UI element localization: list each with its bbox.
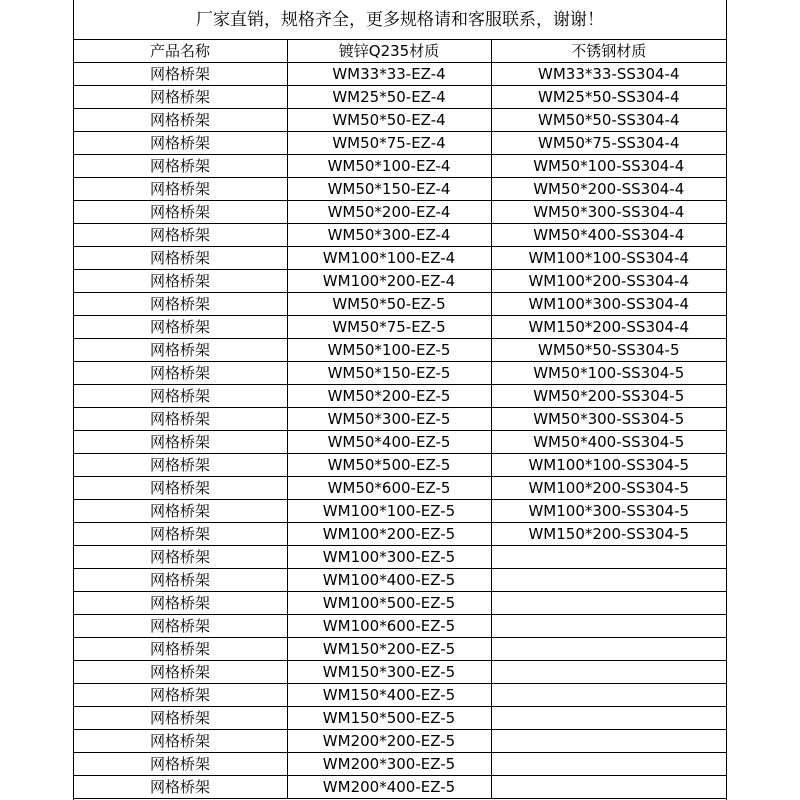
cell-galvanized-model: WM50*200-EZ-4	[287, 201, 491, 224]
cell-product-name: 网格桥架	[74, 201, 287, 224]
table-row	[74, 63, 726, 86]
cell-product-name: 网格桥架	[74, 408, 287, 431]
table-row	[74, 569, 726, 592]
cell-galvanized-model: WM150*500-EZ-5	[287, 707, 491, 730]
cell-product-name: 网格桥架	[74, 224, 287, 247]
cell-galvanized-model: WM100*100-EZ-5	[287, 500, 491, 523]
cell-galvanized-model: WM50*400-EZ-5	[287, 431, 491, 454]
table-row	[74, 454, 726, 477]
cell-product-name: 网格桥架	[74, 477, 287, 500]
cell-product-name: 网格桥架	[74, 385, 287, 408]
cell-galvanized-model: WM50*300-EZ-5	[287, 408, 491, 431]
cell-stainless-model: WM33*33-SS304-4	[491, 63, 726, 86]
table-row	[74, 638, 726, 661]
cell-product-name: 网格桥架	[74, 569, 287, 592]
table-row	[74, 661, 726, 684]
cell-galvanized-model: WM50*600-EZ-5	[287, 477, 491, 500]
header-stainless-steel: 不锈钢材质	[491, 40, 726, 63]
cell-product-name: 网格桥架	[74, 362, 287, 385]
cell-product-name: 网格桥架	[74, 178, 287, 201]
cell-product-name: 网格桥架	[74, 155, 287, 178]
cell-galvanized-model: WM200*200-EZ-5	[287, 730, 491, 753]
cell-galvanized-model: WM100*100-EZ-4	[287, 247, 491, 270]
cell-product-name: 网格桥架	[74, 638, 287, 661]
cell-product-name: 网格桥架	[74, 86, 287, 109]
cell-stainless-model	[491, 684, 726, 707]
table-row	[74, 293, 726, 316]
table-row	[74, 546, 726, 569]
cell-stainless-model: WM50*300-SS304-4	[491, 201, 726, 224]
table-row	[74, 730, 726, 753]
cell-stainless-model	[491, 776, 726, 799]
cell-product-name: 网格桥架	[74, 684, 287, 707]
cell-product-name: 网格桥架	[74, 523, 287, 546]
cell-product-name: 网格桥架	[74, 339, 287, 362]
cell-stainless-model	[491, 730, 726, 753]
cell-stainless-model: WM150*200-SS304-4	[491, 316, 726, 339]
cell-stainless-model: WM50*400-SS304-5	[491, 431, 726, 454]
cell-stainless-model: WM100*300-SS304-5	[491, 500, 726, 523]
cell-stainless-model	[491, 638, 726, 661]
table-row	[74, 201, 726, 224]
table-row	[74, 431, 726, 454]
cell-product-name: 网格桥架	[74, 63, 287, 86]
cell-stainless-model: WM100*200-SS304-5	[491, 477, 726, 500]
table-row	[74, 615, 726, 638]
table-row	[74, 523, 726, 546]
cell-galvanized-model: WM50*50-EZ-4	[287, 109, 491, 132]
cell-galvanized-model: WM50*75-EZ-4	[287, 132, 491, 155]
table-row	[74, 362, 726, 385]
table-row	[74, 385, 726, 408]
table-row	[74, 178, 726, 201]
header-galvanized-q235: 镀锌Q235材质	[287, 40, 491, 63]
cell-stainless-model: WM50*200-SS304-4	[491, 178, 726, 201]
table-row	[74, 316, 726, 339]
cell-stainless-model: WM100*100-SS304-5	[491, 454, 726, 477]
cell-galvanized-model: WM50*150-EZ-5	[287, 362, 491, 385]
table-row	[74, 155, 726, 178]
cell-galvanized-model: WM50*200-EZ-5	[287, 385, 491, 408]
header-product-name: 产品名称	[74, 40, 287, 63]
cell-product-name: 网格桥架	[74, 592, 287, 615]
cell-product-name: 网格桥架	[74, 270, 287, 293]
cell-stainless-model: WM50*400-SS304-4	[491, 224, 726, 247]
table-row	[74, 592, 726, 615]
cell-galvanized-model: WM100*500-EZ-5	[287, 592, 491, 615]
table-row	[74, 109, 726, 132]
cell-stainless-model	[491, 569, 726, 592]
table-row	[74, 776, 726, 799]
header-row	[74, 40, 726, 63]
cell-galvanized-model: WM100*400-EZ-5	[287, 569, 491, 592]
table-row	[74, 753, 726, 776]
cell-galvanized-model: WM25*50-EZ-4	[287, 86, 491, 109]
cell-product-name: 网格桥架	[74, 109, 287, 132]
cell-stainless-model: WM150*200-SS304-5	[491, 523, 726, 546]
spec-sheet	[73, 0, 727, 800]
cell-stainless-model: WM50*50-SS304-4	[491, 109, 726, 132]
cell-stainless-model	[491, 753, 726, 776]
cell-galvanized-model: WM100*200-EZ-4	[287, 270, 491, 293]
cell-galvanized-model: WM200*300-EZ-5	[287, 753, 491, 776]
cell-product-name: 网格桥架	[74, 546, 287, 569]
table-row	[74, 684, 726, 707]
cell-product-name: 网格桥架	[74, 247, 287, 270]
cell-stainless-model	[491, 592, 726, 615]
cell-product-name: 网格桥架	[74, 730, 287, 753]
cell-product-name: 网格桥架	[74, 615, 287, 638]
cell-galvanized-model: WM100*300-EZ-5	[287, 546, 491, 569]
cell-product-name: 网格桥架	[74, 316, 287, 339]
cell-galvanized-model: WM50*50-EZ-5	[287, 293, 491, 316]
cell-product-name: 网格桥架	[74, 707, 287, 730]
cell-product-name: 网格桥架	[74, 431, 287, 454]
cell-stainless-model	[491, 707, 726, 730]
cell-galvanized-model: WM150*300-EZ-5	[287, 661, 491, 684]
cell-stainless-model: WM50*300-SS304-5	[491, 408, 726, 431]
table-row	[74, 132, 726, 155]
cell-stainless-model	[491, 546, 726, 569]
cell-stainless-model: WM50*200-SS304-5	[491, 385, 726, 408]
cell-product-name: 网格桥架	[74, 454, 287, 477]
cell-galvanized-model: WM50*300-EZ-4	[287, 224, 491, 247]
cell-stainless-model	[491, 661, 726, 684]
cell-stainless-model: WM50*100-SS304-4	[491, 155, 726, 178]
cell-product-name: 网格桥架	[74, 500, 287, 523]
cell-galvanized-model: WM33*33-EZ-4	[287, 63, 491, 86]
cell-galvanized-model: WM50*100-EZ-5	[287, 339, 491, 362]
cell-product-name: 网格桥架	[74, 661, 287, 684]
cell-product-name: 网格桥架	[74, 776, 287, 799]
cell-stainless-model: WM50*75-SS304-4	[491, 132, 726, 155]
cell-galvanized-model: WM150*400-EZ-5	[287, 684, 491, 707]
table-row	[74, 224, 726, 247]
cell-galvanized-model: WM50*75-EZ-5	[287, 316, 491, 339]
cell-product-name: 网格桥架	[74, 753, 287, 776]
spec-table	[74, 40, 726, 799]
cell-galvanized-model: WM50*500-EZ-5	[287, 454, 491, 477]
cell-galvanized-model: WM50*100-EZ-4	[287, 155, 491, 178]
cell-stainless-model: WM25*50-SS304-4	[491, 86, 726, 109]
sheet-title: 厂家直销，规格齐全，更多规格请和客服联系，谢谢！	[74, 0, 726, 40]
cell-product-name: 网格桥架	[74, 132, 287, 155]
cell-galvanized-model: WM200*400-EZ-5	[287, 776, 491, 799]
cell-product-name: 网格桥架	[74, 293, 287, 316]
table-row	[74, 707, 726, 730]
table-row	[74, 86, 726, 109]
cell-stainless-model: WM50*50-SS304-5	[491, 339, 726, 362]
cell-stainless-model: WM100*200-SS304-4	[491, 270, 726, 293]
table-row	[74, 500, 726, 523]
table-row	[74, 339, 726, 362]
cell-galvanized-model: WM50*150-EZ-4	[287, 178, 491, 201]
table-row	[74, 247, 726, 270]
table-row	[74, 477, 726, 500]
table-row	[74, 408, 726, 431]
cell-stainless-model: WM100*100-SS304-4	[491, 247, 726, 270]
cell-galvanized-model: WM150*200-EZ-5	[287, 638, 491, 661]
cell-stainless-model: WM50*100-SS304-5	[491, 362, 726, 385]
table-body	[74, 63, 726, 799]
cell-galvanized-model: WM100*600-EZ-5	[287, 615, 491, 638]
table-row	[74, 270, 726, 293]
cell-stainless-model	[491, 615, 726, 638]
cell-galvanized-model: WM100*200-EZ-5	[287, 523, 491, 546]
cell-stainless-model: WM100*300-SS304-4	[491, 293, 726, 316]
